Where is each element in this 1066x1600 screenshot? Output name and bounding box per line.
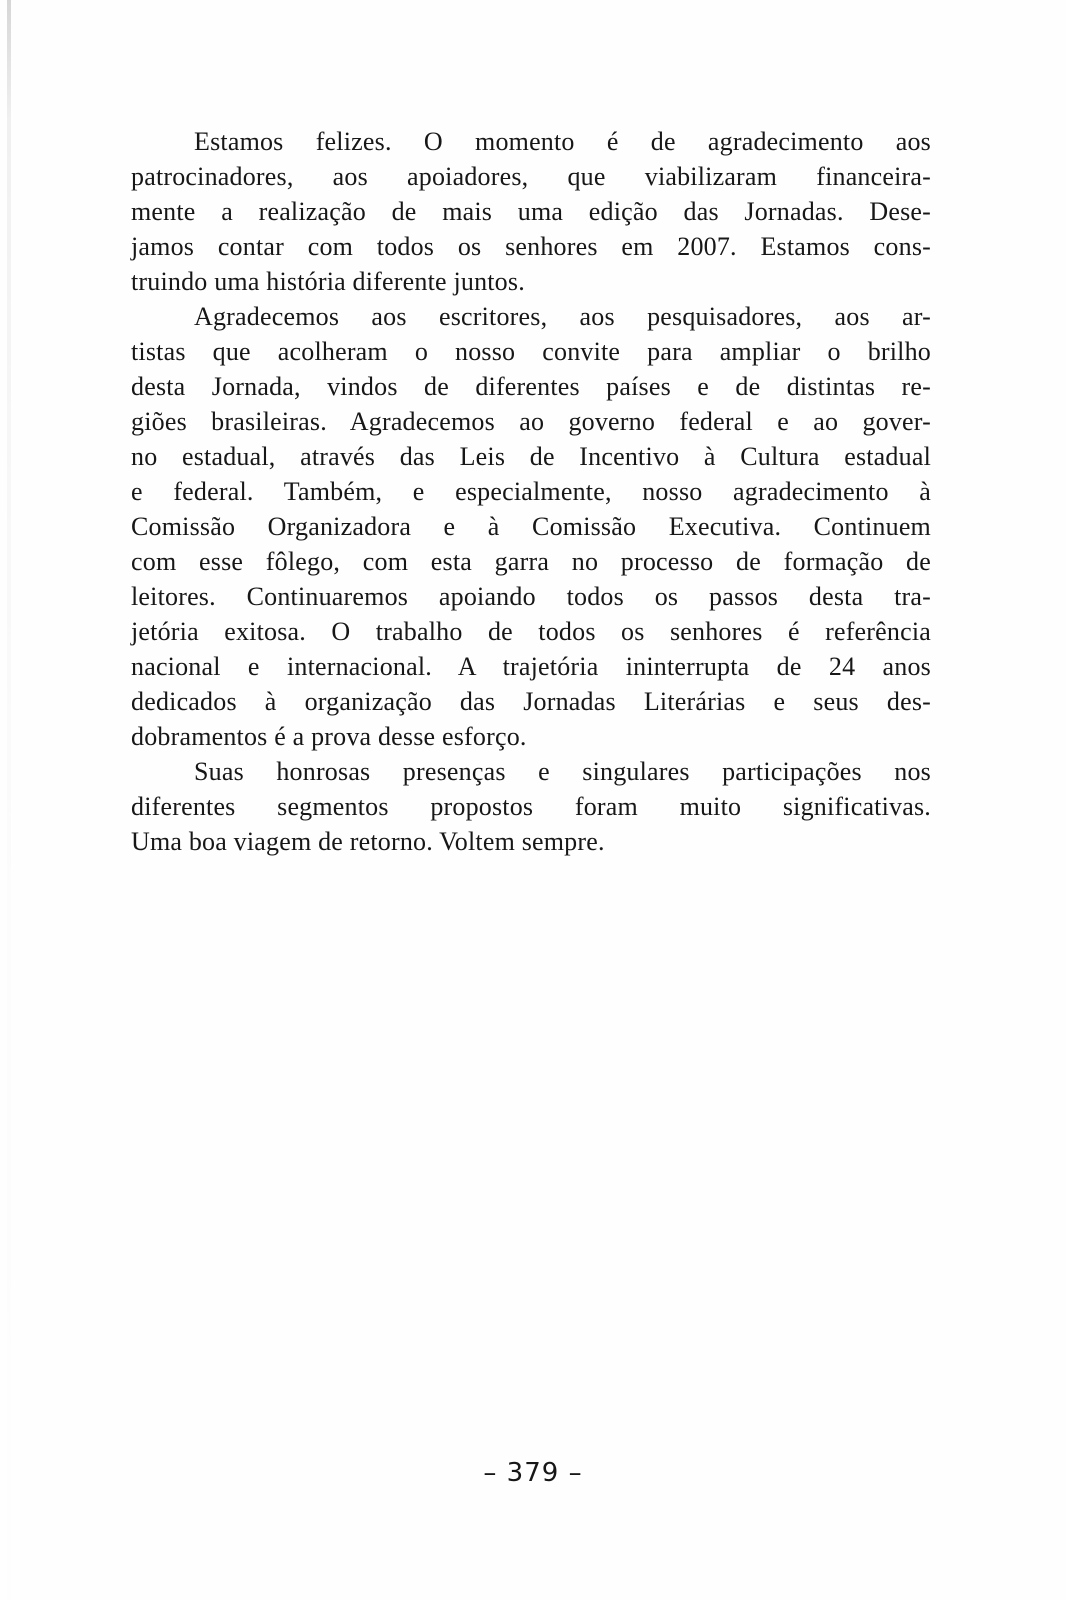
text-line: nacional e internacional. A trajetória ininterrupta de 24 anos xyxy=(131,652,931,681)
text-line: giões brasileiras. Agradecemos ao governo federal e ao gover- xyxy=(131,407,931,436)
text-line: Suas honrosas presenças e singulares participações nos xyxy=(194,757,931,786)
text-line: dobramentos é a prova desse esforço. xyxy=(131,722,527,751)
scan-edge-artifact xyxy=(7,0,11,1600)
text-line: jetória exitosa. O trabalho de todos os senhores é referência xyxy=(131,617,931,646)
text-line: diferentes segmentos propostos foram muito significativas. xyxy=(131,792,931,821)
text-line: Agradecemos aos escritores, aos pesquisadores, aos ar- xyxy=(194,302,931,331)
text-line: desta Jornada, vindos de diferentes países e de distintas re- xyxy=(131,372,931,401)
paragraph xyxy=(131,299,931,754)
text-line: no estadual, através das Leis de Incentivo à Cultura estadual xyxy=(131,442,931,471)
text-line: com esse fôlego, com esta garra no processo de formação de xyxy=(131,547,931,576)
text-line: jamos contar com todos os senhores em 2007. Estamos cons- xyxy=(131,232,931,261)
text-line: mente a realização de mais uma edição das Jornadas. Dese- xyxy=(131,197,931,226)
text-line: truindo uma história diferente juntos. xyxy=(131,267,525,296)
paragraph xyxy=(131,754,931,859)
page-number: – 379 – xyxy=(483,1458,583,1488)
text-line: tistas que acolheram o nosso convite para ampliar o brilho xyxy=(131,337,931,366)
text-line: Estamos felizes. O momento é de agradecimento aos xyxy=(194,127,931,156)
body-text xyxy=(131,124,931,859)
text-line: Uma boa viagem de retorno. Voltem sempre. xyxy=(131,827,605,856)
text-line: patrocinadores, aos apoiadores, que viabilizaram financeira- xyxy=(131,162,931,191)
text-line: dedicados à organização das Jornadas Literárias e seus des- xyxy=(131,687,931,716)
text-line: e federal. Também, e especialmente, nosso agradecimento à xyxy=(131,477,931,506)
text-line: leitores. Continuaremos apoiando todos os passos desta tra- xyxy=(131,582,931,611)
paragraph xyxy=(131,124,931,299)
text-line: Comissão Organizadora e à Comissão Executiva. Continuem xyxy=(131,512,931,541)
